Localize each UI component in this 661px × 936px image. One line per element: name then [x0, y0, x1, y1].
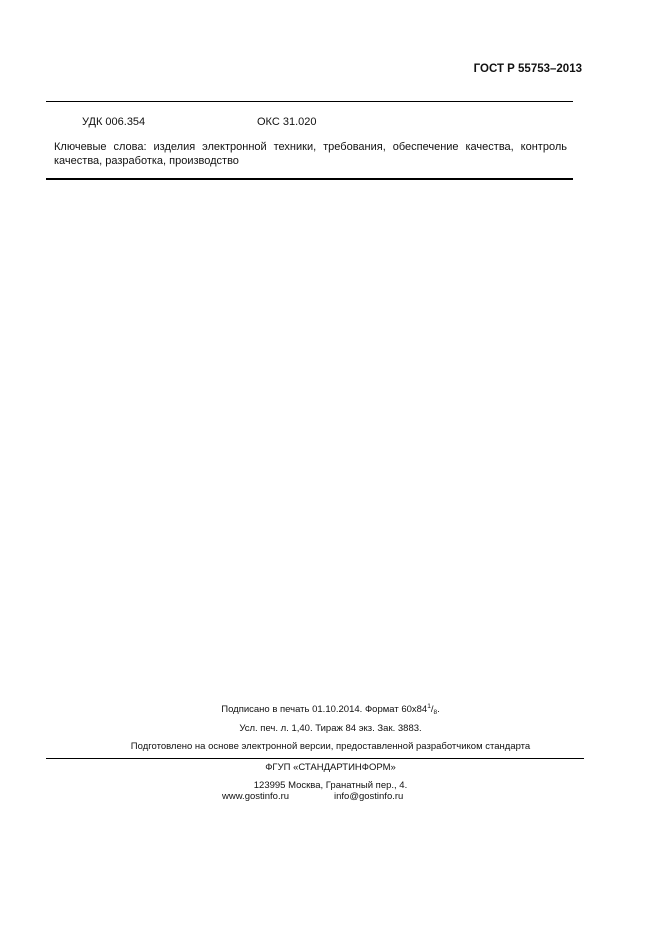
format-numerator: 1: [427, 703, 431, 710]
top-divider: [46, 101, 573, 102]
format-denominator: 8: [433, 709, 438, 716]
signed-line: Подписано в печать 01.10.2014. Формат $60x84^1/_8$.: [221, 703, 440, 716]
email-link[interactable]: info@gostinfo.ru: [334, 791, 404, 802]
imprint-divider: [46, 758, 584, 759]
signed-text: Подписано в печать 01.10.2014. Формат 60x84: [221, 704, 428, 715]
signed-suffix: .: [437, 704, 440, 715]
print-info: Усл. печ. л. 1,40. Тираж 84 экз. Зак. 3883.: [239, 723, 422, 734]
publisher-name: ФГУП «СТАНДАРТИНФОРМ»: [265, 762, 396, 773]
udk-code: УДК 006.354: [82, 116, 146, 128]
website-link[interactable]: www.gostinfo.ru: [222, 791, 290, 802]
publisher-address: 123995 Москва, Гранатный пер., 4.: [253, 780, 408, 791]
oks-code: ОКС 31.020: [257, 116, 317, 128]
keywords-divider: [46, 178, 573, 180]
standard-code: ГОСТ Р 55753–2013: [473, 63, 582, 75]
keywords-text: Ключевые слова: изделия электронной техники, требования, обеспечение качества, контроль качества, разработка, производство: [54, 141, 567, 167]
prepared-note: Подготовлено на основе электронной версии, предоставленной разработчиком стандарта: [130, 741, 531, 752]
